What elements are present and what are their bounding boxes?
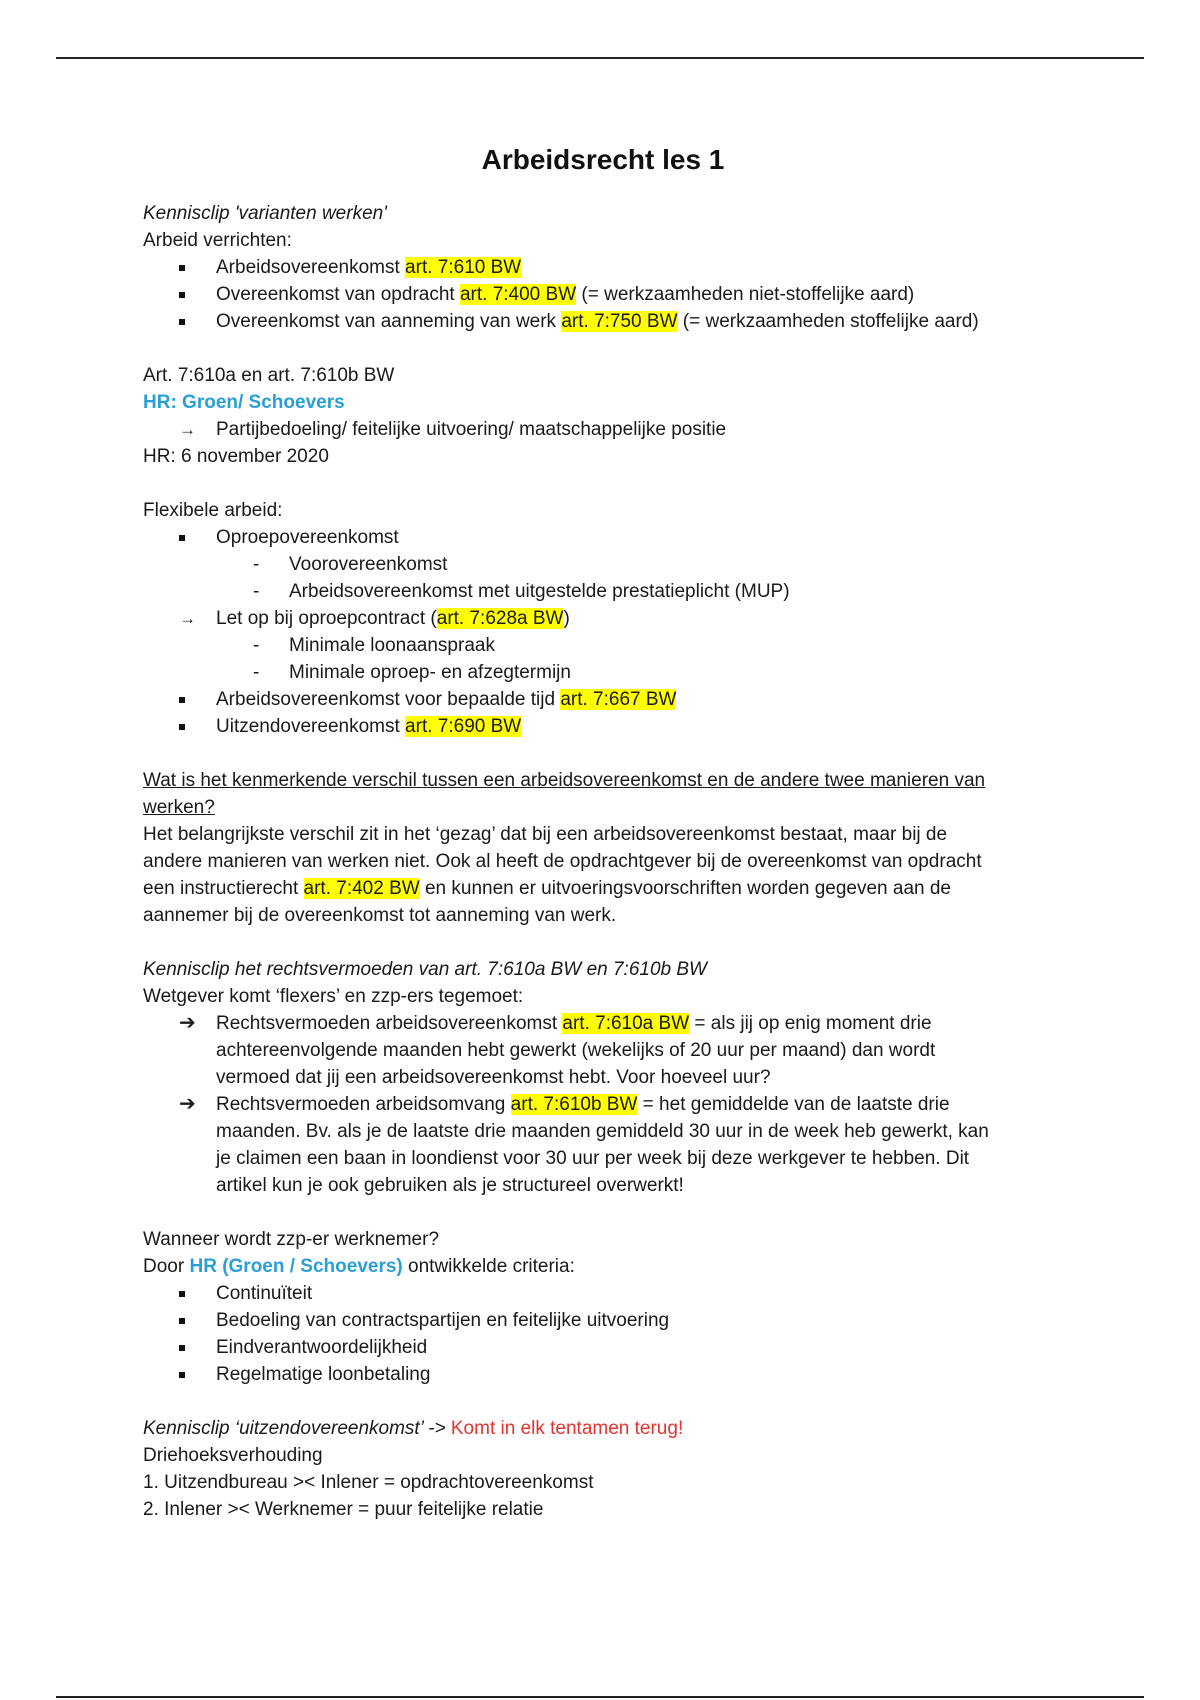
bullet-icon [179,1372,185,1378]
text-line: 2. Inlener >< Werknemer = puur feitelijke relatie [143,1499,544,1520]
list-item: Arbeidsovereenkomst voor bepaalde tijd art. 7:667 BW [143,686,1063,713]
list-item: Oproepovereenkomst [143,524,1063,551]
arrow-right-icon: ➔ [179,1093,196,1115]
arrow-right-icon: → [179,609,196,628]
list-item: Arbeidsovereenkomst art. 7:610 BW [143,254,1063,281]
arrow-item: → Let op bij oproepcontract (art. 7:628a BW) [143,605,1063,632]
article-reference: art. 7:750 BW [561,311,678,332]
intro-line: Wetgever komt ‘flexers’ en zzp-ers tegemoet: [143,986,524,1007]
list-item: Eindverantwoordelijkheid [143,1334,1063,1361]
list-item: Bedoeling van contractspartijen en feitelijke uitvoering [143,1307,1063,1334]
arrow-right-icon: ➔ [179,1012,196,1034]
answer-line: Het belangrijkste verschil zit in het ‘gezag’ dat bij een arbeidsovereenkomst bestaat, maar bij de [143,824,948,845]
article-reference: art. 7:610a BW [562,1013,690,1034]
question-line: Wanneer wordt zzp-er werknemer? [143,1229,440,1250]
sub-list-item: - Voorovereenkomst [143,551,1063,578]
intro-line: Arbeid verrichten: [143,230,292,251]
hr-date-line: HR: 6 november 2020 [143,446,329,467]
text-line: Driehoeksverhouding [143,1445,323,1466]
hr-case-reference: HR: Groen/ Schoevers [143,392,345,413]
arrow-item: → Partijbedoeling/ feitelijke uitvoering/ maatschappelijke positie [143,416,1063,443]
question-heading-line1: Wat is het kenmerkende verschil tussen een arbeidsovereenkomst en de andere twee manieren van [143,770,986,791]
bullet-icon [179,1318,185,1324]
bullet-icon [179,724,185,730]
question-heading-line2: werken? [143,797,215,818]
article-reference: art. 7:667 BW [560,689,677,710]
dash-icon: - [253,581,260,602]
criteria-intro: Door HR (Groen / Schoevers) ontwikkelde criteria: [143,1256,575,1277]
bullet-icon [179,1345,185,1351]
article-reference: art. 7:610 BW [405,257,522,278]
dash-icon: - [253,662,260,683]
answer-line: andere manieren van werken niet. Ook al heeft de opdrachtgever bij de overeenkomst van opdracht [143,851,982,872]
exam-warning: Komt in elk tentamen terug! [450,1418,684,1439]
sub-list-item: - Minimale loonaanspraak [143,632,1063,659]
footer-rule [56,1696,1144,1698]
bullet-icon [179,292,185,298]
answer-line: aannemer bij de overeenkomst tot aanneming van werk. [143,905,617,926]
list-item: Uitzendovereenkomst art. 7:690 BW [143,713,1063,740]
dash-icon: - [253,554,260,575]
text-line: 1. Uitzendbureau >< Inlener = opdrachtovereenkomst [143,1472,594,1493]
dash-icon: - [253,635,260,656]
article-reference: art. 7:690 BW [405,716,522,737]
flex-heading: Flexibele arbeid: [143,500,283,521]
article-line: Art. 7:610a en art. 7:610b BW [143,365,395,386]
document-title: Arbeidsrecht les 1 [481,144,725,175]
document-page [143,140,1063,1523]
bullet-icon [179,535,185,541]
sub-list-item: - Arbeidsovereenkomst met uitgestelde prestatieplicht (MUP) [143,578,1063,605]
arrow-paragraph: ➔ Rechtsvermoeden arbeidsovereenkomst art. 7:610a BW = als jij op enig moment drie achtereenvolgende maanden hebt gewerkt (wekelijks of 20 uur per maand) dan wordt vermoed dat jij een arbeidsovereenkomst hebt. Voor hoeveel uur? [179,1012,936,1088]
article-reference: art. 7:628a BW [436,608,564,629]
list-item: Overeenkomst van opdracht art. 7:400 BW (= werkzaamheden niet-stoffelijke aard) [143,281,1063,308]
bullet-icon [179,1291,185,1297]
list-item: Continuïteit [143,1280,1063,1307]
bullet-icon [179,319,185,325]
header-rule [56,57,1144,59]
kennisclip-line: Kennisclip ‘uitzendovereenkomst’ -> Komt in elk tentamen terug! [143,1418,684,1439]
arrow-paragraph: ➔ Rechtsvermoeden arbeidsomvang art. 7:610b BW = het gemiddelde van de laatste drie maanden. Bv. als je de laatste drie maanden gemiddeld 30 uur in de week heb gewerkt, kan je claimen een baan in loondienst voor 30 uur per week bij deze werkgever te hebben. Dit artikel kun je ook gebruiken als je structureel overwerkt! [179,1093,989,1196]
list-item: Regelmatige loonbetaling [143,1361,1063,1388]
hr-case-reference: HR (Groen / Schoevers) [189,1256,403,1277]
article-reference: art. 7:610b BW [510,1094,638,1115]
bullet-icon [179,265,185,271]
kennisclip-heading: Kennisclip het rechtsvermoeden van art. 7:610a BW en 7:610b BW [143,959,707,980]
article-reference: art. 7:400 BW [459,284,577,305]
article-reference: art. 7:402 BW [303,878,420,899]
arrow-right-icon: → [179,420,196,439]
answer-line: een instructierecht art. 7:402 BW en kunnen er uitvoeringsvoorschriften worden gegeven aan de [143,878,951,899]
list-item: Overeenkomst van aanneming van werk art. 7:750 BW (= werkzaamheden stoffelijke aard) [143,308,1063,335]
kennisclip-heading: Kennisclip 'varianten werken' [143,203,387,224]
sub-list-item: - Minimale oproep- en afzegtermijn [143,659,1063,686]
bullet-icon [179,697,185,703]
